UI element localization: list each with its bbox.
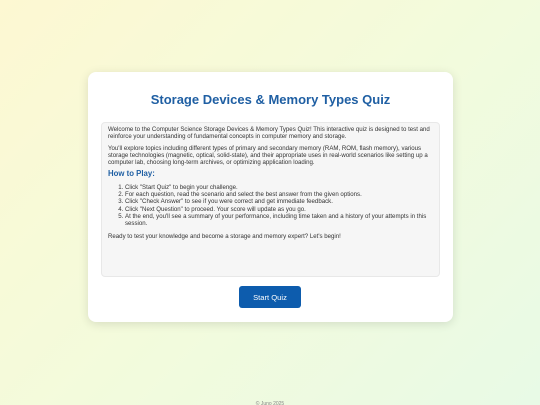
intro-panel [101,122,440,277]
how-to-play-heading: How to Play: [108,169,155,179]
footer-text: © Juno 2025 [255,401,285,405]
intro-paragraph-1: Welcome to the Computer Science Storage Devices & Memory Types Quiz! This interactive quiz is designed to test and reinforce your understanding of fundamental concepts in computer memory and storage. [108,126,430,141]
instruction-step: 3. Click "Check Answer" to see if you were correct and get immediate feedback. [125,198,433,205]
instruction-step: 5. At the end, you'll see a summary of your performance, including time taken and a history of your attempts in this session. [125,213,433,228]
quiz-card [88,72,453,322]
instructions-list [108,184,433,228]
closing-text: Ready to test your knowledge and become a storage and memory expert? Let's begin! [108,232,341,240]
start-quiz-button[interactable]: Start Quiz [239,286,301,308]
instruction-step: 2. For each question, read the scenario and select the best answer from the given options. [125,191,433,198]
intro-paragraph-2: You'll explore topics including different types of primary and secondary memory (RAM, ROM, flash memory), various storage technologies (magnetic, optical, solid-state), and their appropriate uses in real-world scenarios like setting up a computer lab, choosing long-term archives, or optimizing application loading. [108,144,428,167]
instruction-step: 4. Click "Next Question" to proceed. Your score will update as you go. [125,206,433,213]
instruction-step: 1. Click "Start Quiz" to begin your challenge. [125,184,433,191]
page-title: Storage Devices & Memory Types Quiz [150,92,391,107]
